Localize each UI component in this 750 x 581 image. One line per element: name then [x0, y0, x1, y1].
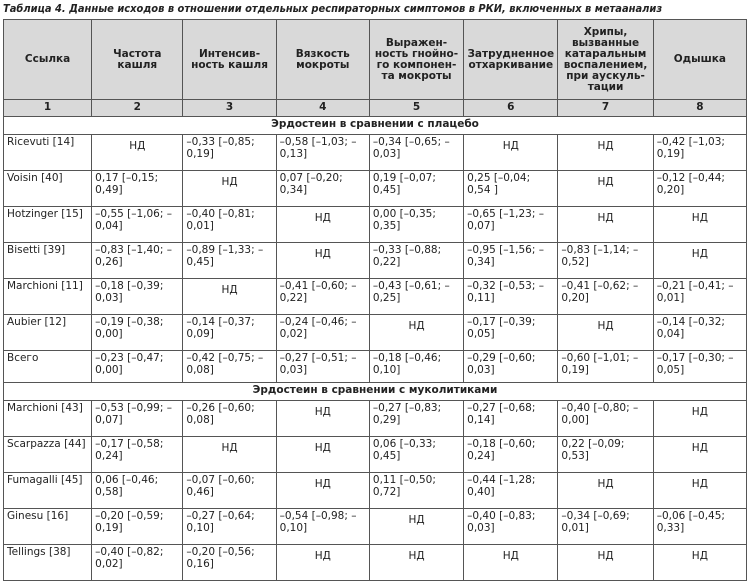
value-cell: НД: [653, 545, 746, 581]
reference-cell: Ginesu [16]: [4, 509, 92, 545]
value-cell: 0,22 [–0,09; 0,53]: [558, 437, 653, 473]
column-header: Частота кашля: [92, 20, 183, 100]
value-cell: –0,27 [–0,83; 0,29]: [369, 401, 463, 437]
table-caption: Таблица 4. Данные исходов в отношении отдельных респираторных симптомов в РКИ, включенных в метаанализ: [3, 2, 663, 15]
reference-cell: Bisetti [39]: [4, 243, 92, 279]
value-cell: НД: [558, 545, 653, 581]
value-cell: НД: [653, 437, 746, 473]
value-cell: НД: [653, 401, 746, 437]
section-title: Эрдостеин в сравнении с плацебо: [4, 117, 747, 135]
table-row: [4, 401, 747, 437]
value-cell: НД: [558, 473, 653, 509]
value-cell: НД: [369, 509, 463, 545]
column-number: 6: [464, 100, 558, 117]
value-cell: НД: [464, 135, 558, 171]
reference-cell: Ricevuti [14]: [4, 135, 92, 171]
value-cell: НД: [276, 473, 369, 509]
value-cell: –0,33 [–0,88; 0,22]: [369, 243, 463, 279]
section-row: [4, 117, 747, 135]
table-row: [4, 351, 747, 383]
value-cell: –0,89 [–1,33; –0,45]: [183, 243, 276, 279]
value-cell: –0,20 [–0,56; 0,16]: [183, 545, 276, 581]
value-cell: –0,17 [–0,39; 0,05]: [464, 315, 558, 351]
value-cell: 0,25 [–0,04; 0,54 ]: [464, 171, 558, 207]
value-cell: –0,83 [–1,40; –0,26]: [92, 243, 183, 279]
value-cell: –0,54 [–0,98; –0,10]: [276, 509, 369, 545]
column-number: 7: [558, 100, 653, 117]
value-cell: –0,44 [–1,28; 0,40]: [464, 473, 558, 509]
value-cell: 0,07 [–0,20; 0,34]: [276, 171, 369, 207]
column-number: 3: [183, 100, 276, 117]
table-row: [4, 207, 747, 243]
section-row: [4, 383, 747, 401]
value-cell: НД: [276, 243, 369, 279]
value-cell: НД: [558, 171, 653, 207]
value-cell: НД: [558, 207, 653, 243]
value-cell: НД: [369, 545, 463, 581]
reference-cell: Scarpazza [44]: [4, 437, 92, 473]
value-cell: –0,26 [–0,60; 0,08]: [183, 401, 276, 437]
value-cell: –0,24 [–0,46; –0,02]: [276, 315, 369, 351]
table-row: [4, 279, 747, 315]
value-cell: –0,12 [–0,44; 0,20]: [653, 171, 746, 207]
column-header: Одышка: [653, 20, 746, 100]
value-cell: –0,60 [–1,01; –0,19]: [558, 351, 653, 383]
value-cell: –0,14 [–0,32; 0,04]: [653, 315, 746, 351]
value-cell: –0,34 [–0,69; 0,01]: [558, 509, 653, 545]
value-cell: –0,18 [–0,60; 0,24]: [464, 437, 558, 473]
value-cell: 0,19 [–0,07; 0,45]: [369, 171, 463, 207]
value-cell: НД: [464, 545, 558, 581]
value-cell: –0,65 [–1,23; –0,07]: [464, 207, 558, 243]
value-cell: –0,20 [–0,59; 0,19]: [92, 509, 183, 545]
value-cell: НД: [558, 315, 653, 351]
value-cell: –0,19 [–0,38; 0,00]: [92, 315, 183, 351]
column-number: 2: [92, 100, 183, 117]
value-cell: 0,00 [–0,35; 0,35]: [369, 207, 463, 243]
column-number: 4: [276, 100, 369, 117]
value-cell: –0,17 [–0,30; –0,05]: [653, 351, 746, 383]
value-cell: НД: [653, 207, 746, 243]
value-cell: –0,27 [–0,64; 0,10]: [183, 509, 276, 545]
value-cell: –0,55 [–1,06; –0,04]: [92, 207, 183, 243]
value-cell: 0,17 [–0,15; 0,49]: [92, 171, 183, 207]
value-cell: –0,41 [–0,62; –0,20]: [558, 279, 653, 315]
table-row: [4, 315, 747, 351]
value-cell: –0,33 [–0,85; 0,19]: [183, 135, 276, 171]
value-cell: –0,40 [–0,83; 0,03]: [464, 509, 558, 545]
reference-cell: Marchioni [11]: [4, 279, 92, 315]
value-cell: –0,32 [–0,53; –0,11]: [464, 279, 558, 315]
value-cell: –0,27 [–0,51; –0,03]: [276, 351, 369, 383]
column-number: 1: [4, 100, 92, 117]
table-row: [4, 135, 747, 171]
value-cell: НД: [183, 171, 276, 207]
value-cell: –0,17 [–0,58; 0,24]: [92, 437, 183, 473]
value-cell: 0,11 [–0,50; 0,72]: [369, 473, 463, 509]
value-cell: –0,34 [–0,65; –0,03]: [369, 135, 463, 171]
table-row: [4, 171, 747, 207]
column-number-row: [4, 100, 747, 117]
value-cell: НД: [276, 437, 369, 473]
value-cell: НД: [558, 135, 653, 171]
table-row: [4, 437, 747, 473]
value-cell: НД: [276, 207, 369, 243]
value-cell: НД: [276, 401, 369, 437]
section-title: Эрдостеин в сравнении с муколитиками: [4, 383, 747, 401]
column-header: Выражен-ность гнойно-го компонен-та мокроты: [369, 20, 463, 100]
value-cell: –0,40 [–0,80; –0,00]: [558, 401, 653, 437]
column-header: Интенсив-ность кашля: [183, 20, 276, 100]
value-cell: –0,40 [–0,81; 0,01]: [183, 207, 276, 243]
table-body: [4, 117, 747, 581]
value-cell: 0,06 [–0,33; 0,45]: [369, 437, 463, 473]
value-cell: –0,18 [–0,39; 0,03]: [92, 279, 183, 315]
value-cell: НД: [653, 473, 746, 509]
column-header: Хрипы, вызванные катаральным воспалением, при аускуль-тации: [558, 20, 653, 100]
column-header: Затрудненное отхаркивание: [464, 20, 558, 100]
value-cell: НД: [183, 437, 276, 473]
value-cell: НД: [369, 315, 463, 351]
reference-cell: Voisin [40]: [4, 171, 92, 207]
value-cell: –0,95 [–1,56; –0,34]: [464, 243, 558, 279]
value-cell: –0,42 [–1,03; 0,19]: [653, 135, 746, 171]
value-cell: –0,83 [–1,14; –0,52]: [558, 243, 653, 279]
value-cell: –0,18 [–0,46; 0,10]: [369, 351, 463, 383]
value-cell: НД: [653, 243, 746, 279]
table-row: [4, 509, 747, 545]
column-header: Ссылка: [4, 20, 92, 100]
reference-cell: Tellings [38]: [4, 545, 92, 581]
column-header: Вязкость мокроты: [276, 20, 369, 100]
data-table: [3, 19, 747, 581]
table-row: [4, 473, 747, 509]
value-cell: –0,41 [–0,60; –0,22]: [276, 279, 369, 315]
column-number: 5: [369, 100, 463, 117]
value-cell: –0,23 [–0,47; 0,00]: [92, 351, 183, 383]
column-number: 8: [653, 100, 746, 117]
header-row: [4, 20, 747, 100]
value-cell: –0,07 [–0,60; 0,46]: [183, 473, 276, 509]
reference-cell: Hotzinger [15]: [4, 207, 92, 243]
value-cell: –0,14 [–0,37; 0,09]: [183, 315, 276, 351]
reference-cell: Marchioni [43]: [4, 401, 92, 437]
reference-cell: Всего: [4, 351, 92, 383]
value-cell: –0,29 [–0,60; 0,03]: [464, 351, 558, 383]
value-cell: 0,06 [–0,46; 0,58]: [92, 473, 183, 509]
value-cell: НД: [92, 135, 183, 171]
table-row: [4, 243, 747, 279]
value-cell: НД: [183, 279, 276, 315]
table-row: [4, 545, 747, 581]
reference-cell: Fumagalli [45]: [4, 473, 92, 509]
value-cell: –0,06 [–0,45; 0,33]: [653, 509, 746, 545]
reference-cell: Aubier [12]: [4, 315, 92, 351]
value-cell: –0,53 [–0,99; –0,07]: [92, 401, 183, 437]
value-cell: НД: [276, 545, 369, 581]
value-cell: –0,58 [–1,03; –0,13]: [276, 135, 369, 171]
value-cell: –0,43 [–0,61; –0,25]: [369, 279, 463, 315]
value-cell: –0,27 [–0,68; 0,14]: [464, 401, 558, 437]
value-cell: –0,42 [–0,75; –0,08]: [183, 351, 276, 383]
value-cell: –0,21 [–0,41; –0,01]: [653, 279, 746, 315]
value-cell: –0,40 [–0,82; 0,02]: [92, 545, 183, 581]
